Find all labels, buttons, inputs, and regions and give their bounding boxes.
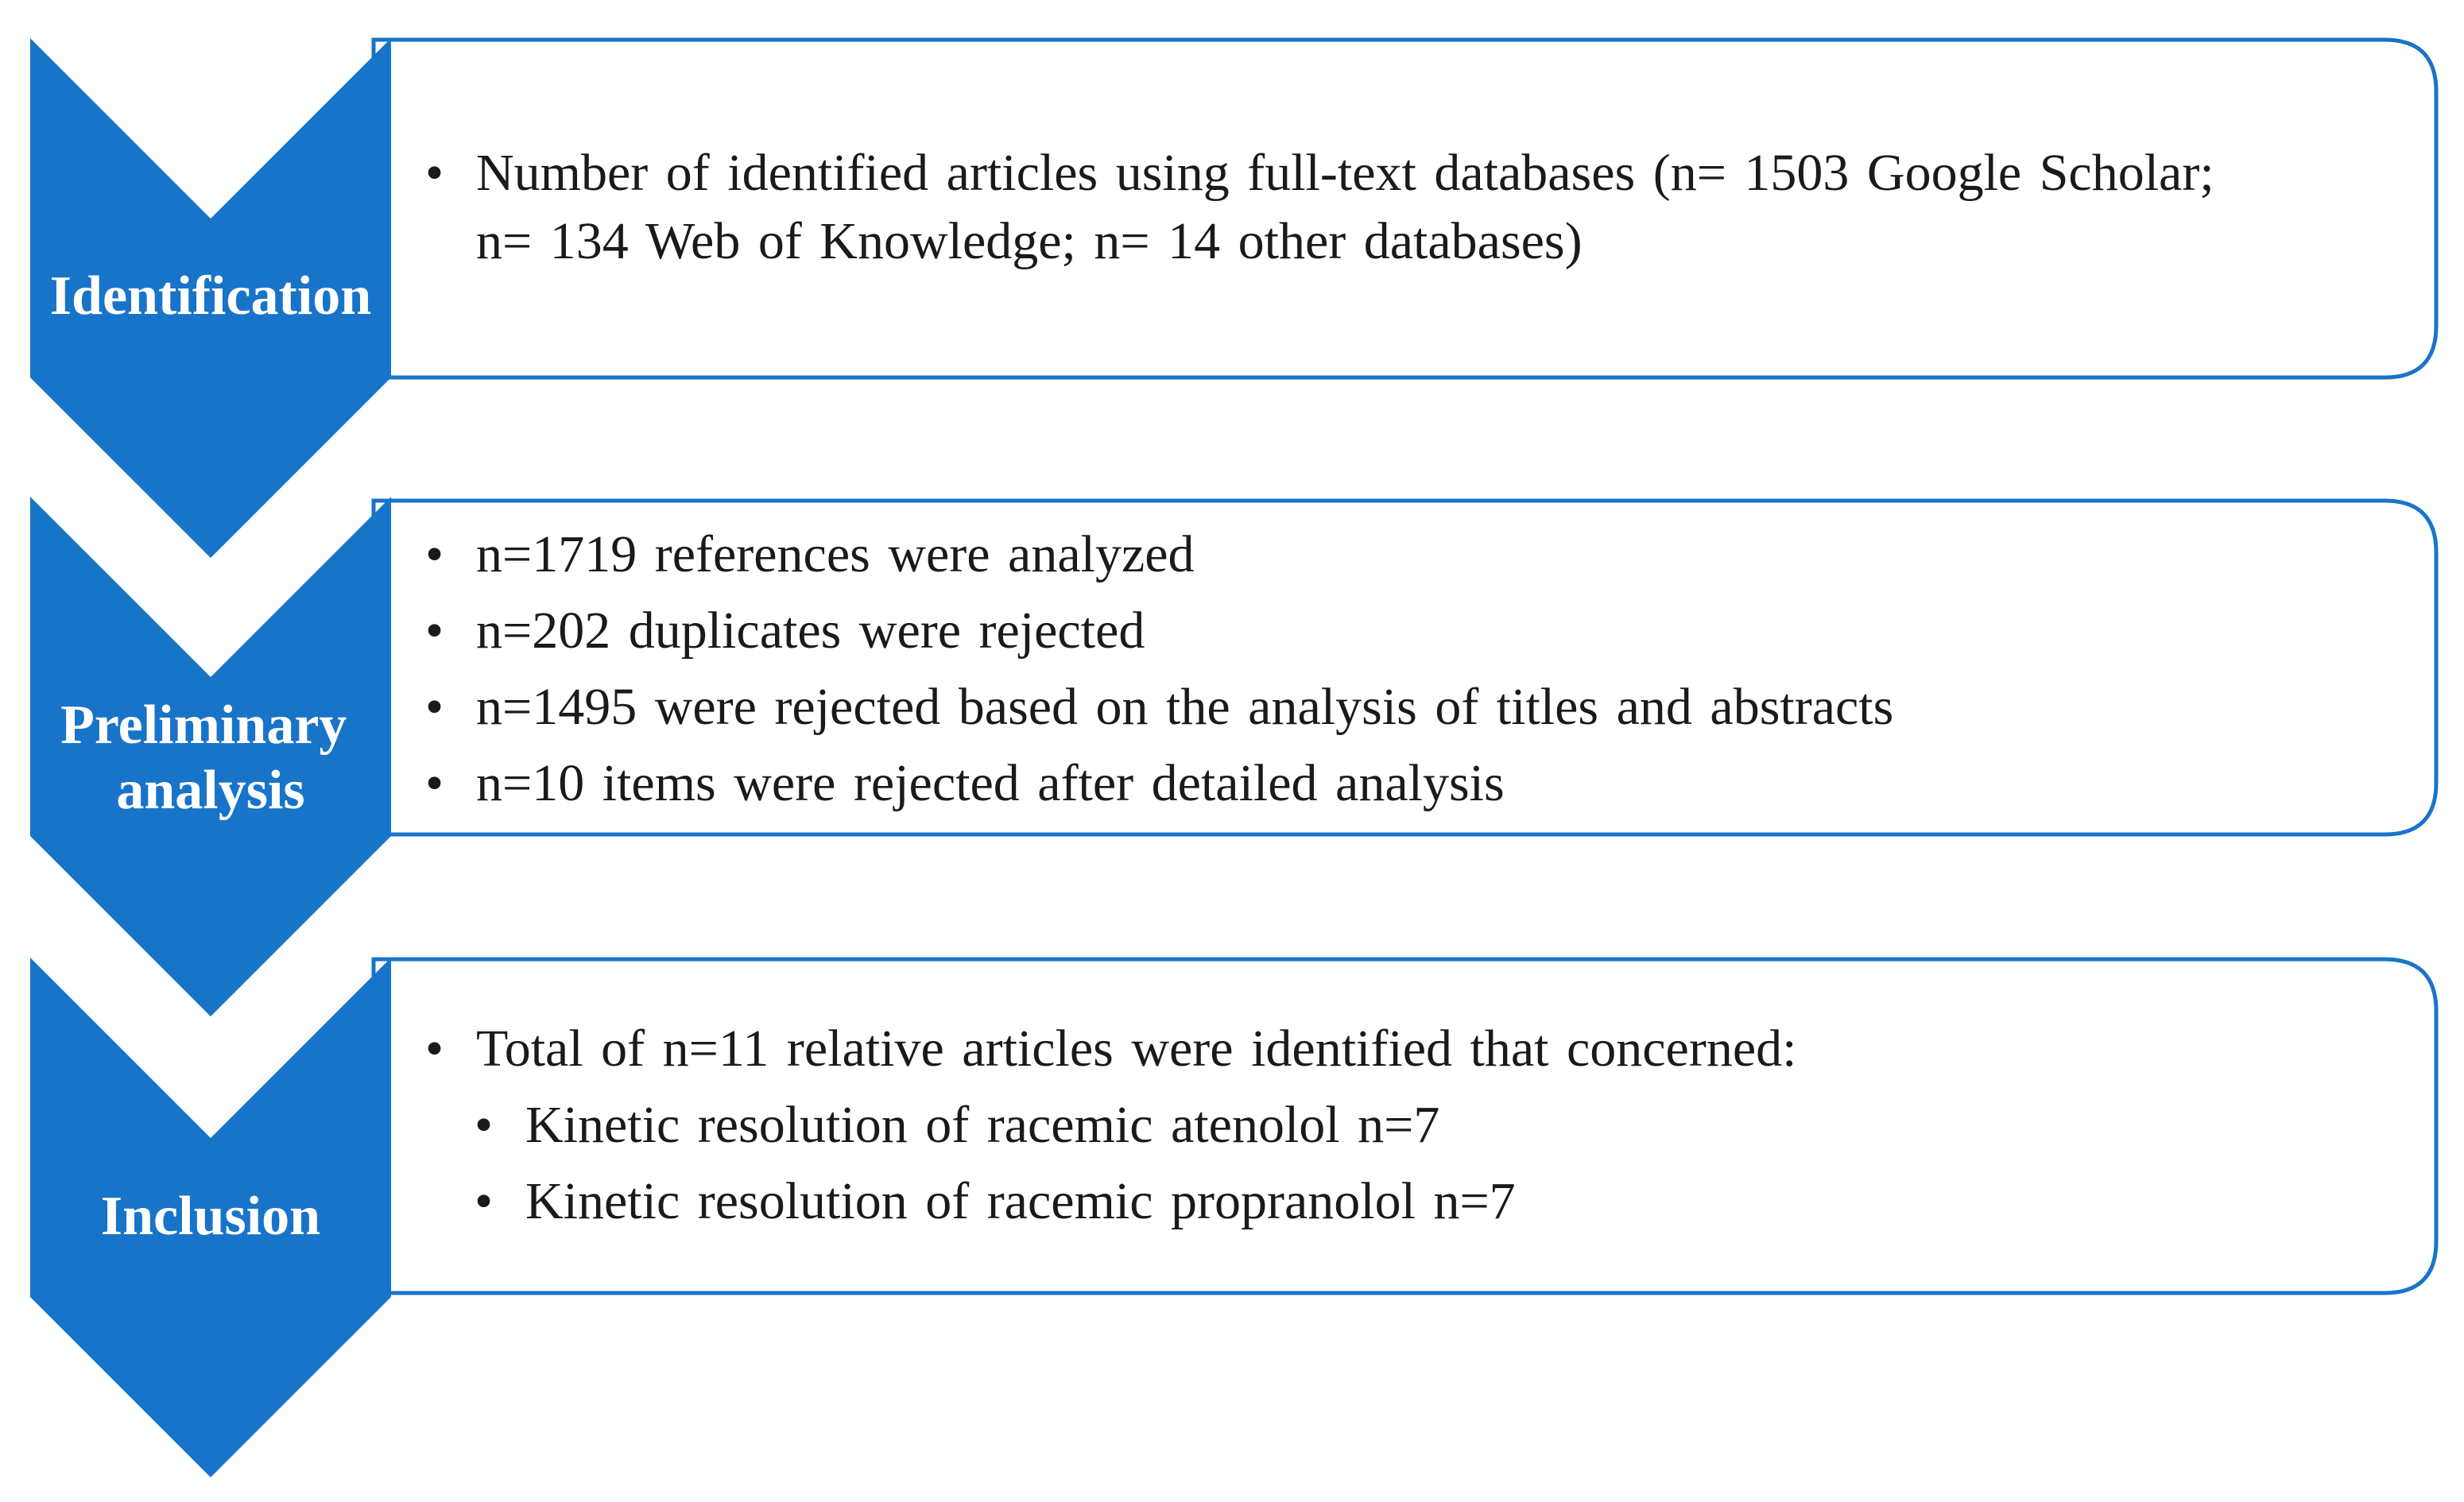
bullet-text: n=202 duplicates were rejected — [476, 602, 1145, 660]
bullet-item-sub — [475, 1091, 2396, 1159]
bullet-item — [425, 521, 2396, 589]
bullet-item — [425, 597, 2396, 665]
bullet-dot: • — [475, 1172, 494, 1230]
bullet-dot: • — [425, 754, 444, 812]
stage-label-identification — [50, 265, 371, 327]
stage-identification — [30, 38, 2436, 558]
bullet-text: n=1495 were rejected based on the analysis of titles and abstracts — [476, 678, 1894, 736]
bullet-text: Number of identified articles using full-text databases (n= 1503 Google Scholar; n= 134 Web of Knowledge; n= 14 other databases) — [476, 144, 2214, 270]
bullet-dot: • — [475, 1096, 494, 1154]
stage-label-line: Preliminary — [60, 695, 347, 756]
bullet-text: Total of n=11 relative articles were identified that concerned: — [476, 1020, 1797, 1078]
chevron-preliminary-analysis — [30, 497, 391, 1016]
bullet-item-sub — [475, 1167, 2396, 1236]
bullet-text: Kinetic resolution of racemic atenolol n=7 — [525, 1096, 1440, 1154]
bullet-list-preliminary-analysis — [425, 521, 2396, 818]
bullet-dot: • — [425, 678, 444, 736]
bullet-item — [425, 139, 2237, 276]
bullet-text: Kinetic resolution of racemic propranolol n=7 — [525, 1172, 1516, 1230]
bullet-dot: • — [425, 1020, 444, 1078]
stage-label-line: Identification — [49, 265, 372, 327]
bullet-dot: • — [425, 144, 444, 202]
bullet-list-identification — [425, 139, 2237, 276]
stage-label-line: Inclusion — [100, 1186, 321, 1247]
bullet-text: n=10 items were rejected after detailed analysis — [476, 754, 1505, 812]
bullet-dot: • — [425, 602, 444, 660]
bullet-item — [425, 1015, 2396, 1083]
bullet-item — [425, 749, 2396, 818]
bullet-dot: • — [425, 525, 444, 583]
bullet-item — [425, 673, 2396, 741]
stage-label-line: analysis — [116, 760, 305, 821]
stage-label-inclusion — [101, 1186, 320, 1247]
bullet-text: n=1719 references were analyzed — [476, 525, 1195, 583]
bullet-list-inclusion — [425, 1015, 2396, 1236]
